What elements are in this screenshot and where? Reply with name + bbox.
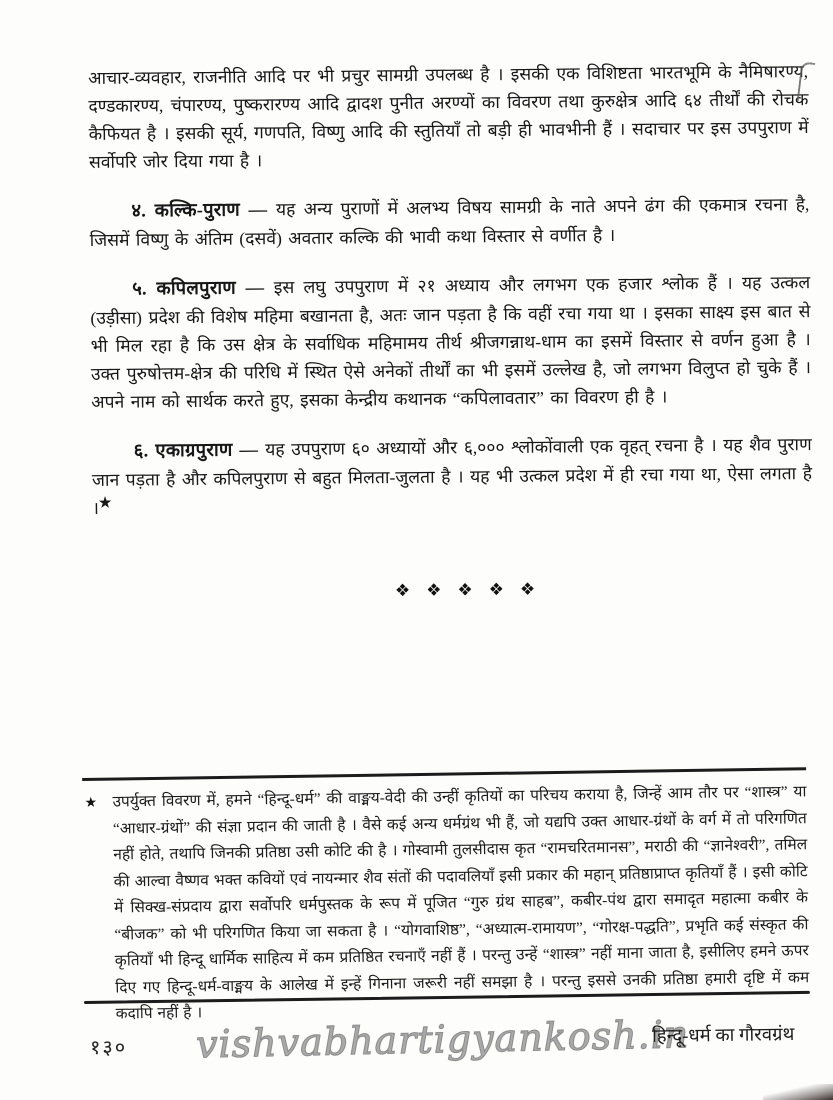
section-ekagra-purana [92,430,813,522]
watermark-text: vishvabhartigyankosh.in [195,1012,690,1067]
section-heading-kalki-purana: ४. कल्कि-पुराण — [131,200,277,222]
section-text-kalki-purana: यह अन्य पुराणों में अलभ्य विषय सामग्री के नाते अपने ढंग की एकमात्र रचना है, जिसमें विष्णु के अंतिम (दसवें) अवतार कल्कि की भावी कथा विस्तार से वर्णीत है । [89,194,810,250]
footnote-reference-star-icon: ★ [98,495,112,512]
section-kalki-purana [89,190,810,254]
scan-corner-shadow [763,1084,833,1100]
footnote-paragraph [82,779,809,1028]
footnote-block [82,767,810,1028]
main-text-column [88,57,813,604]
section-text-kapil-purana: इस लघु उपपुराण में २१ अध्याय और लगभग एक हजार श्लोक हैं । यह उत्कल (उड़ीसा) प्रदेश की विशेष महिमा बखानता है, अतः जान पड़ता है कि वहीं रचा गया था । इसका साक्ष्य इस बात से भी मिल रहा है कि उस क्षेत्र के सर्वाधिक महिमामय तीर्थ श्रीजगन्नाथ-धाम का इसमें विस्तार से वर्णन हुआ है । उक्त पुरुषोत्तम-क्षेत्र की परिधि में स्थित ऐसे अनेकों तीर्थों का भी इसमें उल्लेख है, जो लगभग विलुप्त हो चुके हैं । अपने नाम को सार्थक करते हुए, इसका केन्द्रीय कथानक “कपिलावतार” का विवरण ही है । [90,272,812,412]
section-text-ekagra-purana: यह उपपुराण ६० अध्यायों और ६,००० श्लोकोंवाली एक वृहत् रचना है । यह शैव पुराण जान पड़ता है और कपिलपुराण से बहुत मिलता-जुलता है । यह भी उत्कल प्रदेश में ही रचा गया था, ऐसा लगता है । [91,434,813,518]
footnote-top-rule [82,767,806,781]
page-number: १३० [90,1037,128,1059]
footnote-text: उपर्युक्त विवरण में, हमने “हिन्दू-धर्म” की वाङ्मय-वेदी की उन्हीं कृतियों का परिचय कराया है, जिन्हें आम तौर पर “शास्त्र” या “आधार-ग्रंथों” की संज्ञा प्रदान की जाती है । वैसे कई अन्य धर्मग्रंथ भी हैं, जो यद्यपि उक्त आधार-ग्रंथों के वर्ग में तो परिगणित नहीं होते, तथापि जिनकी प्रतिष्ठा उसी कोटि की है । गोस्वामी तुलसीदास कृत “रामचरितमानस”, मराठी की “ज्ञानेश्वरी”, तमिल की आल्वा वैष्णव भक्त कवियों एवं नायन्मार शैव संतों की पदावलियाँ इसी प्रकार की महान् प्रतिष्ठाप्राप्त कृतियाँ हैं । इसी कोटि में सिक्ख-संप्रदाय द्वारा सर्वोपरि धर्मपुस्तक के रूप में पूजित “गुरु ग्रंथ साहब”, कबीर-पंथ द्वारा समादृत महात्मा कबीर के “बीजक” को भी परिगणित किया जा सकता है । “योगवाशिष्ठ”, “अध्यात्म-रामायण”, “गोरक्ष-पद्धति”, प्रभृति कई संस्कृत की कृतियाँ भी हिन्दू धार्मिक साहित्य में कम प्रतिष्ठित रचनाएँ नहीं हैं । परन्तु उन्हें “शास्त्र” नहीं माना जाता है, इसीलिए हमने ऊपर दिए गए हिन्दू-धर्म-वाङ्मय के आलेख में इन्हें गिनाना जरूरी नहीं समझा है । परन्तु इससे उनकी प्रतिष्ठा हमारी दृष्टि में कम कदापि नहीं है । [112,783,810,1023]
section-kapil-purana [90,268,811,416]
section-heading-ekagra-purana: ६. एकाग्रपुराण — [133,440,266,462]
footnote-star-icon: ★ [84,795,98,811]
running-title: हिन्दू-धर्म का गौरवग्रंथ [651,1025,795,1047]
section-heading-kapil-purana: ५. कपिलपुराण — [132,278,274,300]
ornament-divider-icon: ❖❖❖❖❖ [394,579,552,601]
intro-paragraph: आचार-व्यवहार, राजनीति आदि पर भी प्रचुर सामग्री उपलब्ध है । इसकी एक विशिष्टता भारतभूमि के नैमिषारण्य, दण्डकारण्य, चंपारण्य, पुष्करारण्य आदि द्वादश पुनीत अरण्यों का विवरण तथा कुरुक्षेत्र आदि ६४ तीर्थों की रोचक कैफियत है । इसकी सूर्य, गणपति, विष्णु आदि की स्तुतियाँ तो बड़ी ही भावभीनी हैं । सदाचार पर इस उपपुराण में सर्वोपरि जोर दिया गया है । [88,61,809,172]
